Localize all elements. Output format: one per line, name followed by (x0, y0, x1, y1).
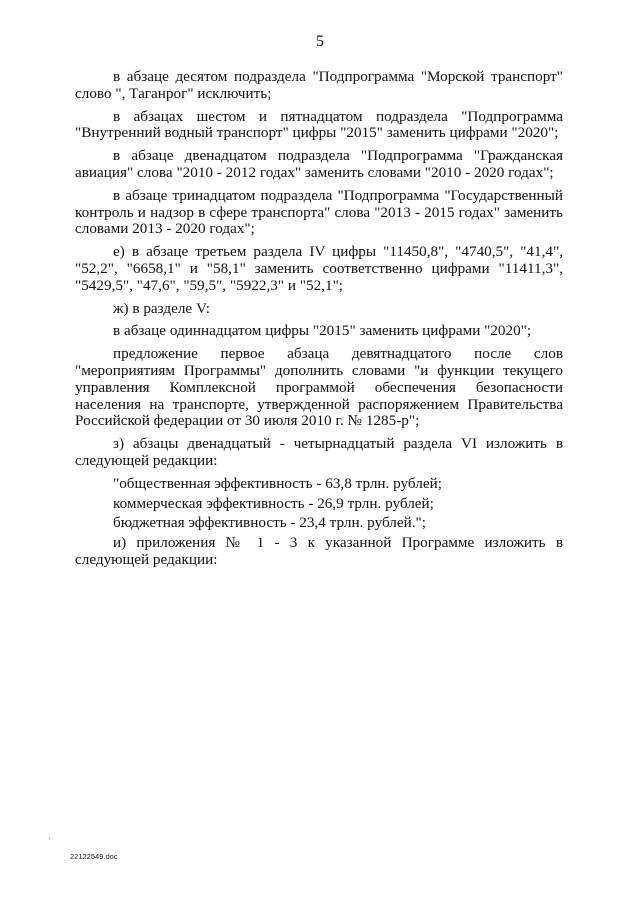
paragraph-item-i: и) приложения № 1 - 3 к указанной Программе изложить в следующей редакции: (75, 534, 563, 568)
paragraph-item-z: з) абзацы двенадцатый - четырнадцатый раздела VI изложить в следующей редакции: (75, 435, 563, 469)
paragraph-civil-aviation: в абзаце двенадцатом подраздела "Подпрограмма "Гражданская авиация" слова "2010 - 2012 годах" заменить словами "2010 - 2020 годах"; (75, 147, 563, 181)
document-body (75, 69, 563, 575)
paragraph-item-e: е) в абзаце третьем раздела IV цифры "11450,8", "4740,5", "41,4", "52,2", "6658,1" и "58,1" заменить соответственно цифрами "11411,3", "5429,5", "47,6", "59,5", "5922,3" и "52,1"; (75, 243, 563, 294)
paragraph-inland-water-transport: в абзацах шестом и пятнадцатом подраздела "Подпрограмма "Внутренний водный транспорт" цифры "2015" заменить цифрами "2020"; (75, 107, 563, 142)
paragraph-sea-transport: в абзаце десятом подраздела "Подпрограмма "Морской транспорт" слово ", Таганрог" исключить; (75, 68, 563, 102)
margin-mark (49, 838, 50, 839)
page-number: 5 (316, 33, 324, 50)
paragraph-state-control: в абзаце тринадцатом подраздела "Подпрограмма "Государственный контроль и надзор в сфере транспорта" слова "2013 - 2015 годах" заменить словами 2013 - 2020 годах"; (75, 186, 563, 238)
paragraph-eleventh-abzac: в абзаце одиннадцатом цифры "2015" заменить цифрами "2020"; (113, 322, 532, 340)
paragraph-public-efficiency: "общественная эффективность - 63,8 трлн. рублей; (113, 474, 442, 492)
paragraph-budget-efficiency: бюджетная эффективность - 23,4 трлн. рублей."; (113, 514, 426, 532)
paragraph-item-zh: ж) в разделе V: (113, 299, 211, 317)
paragraph-nineteenth-abzac: предложение первое абзаца девятнадцатого после слов "мероприятиям Программы" дополнить словами "и функции текущего управления Комплексной программой обеспечения безопасности населения на транспорте, утвержденной распоряжением Правительства Российской федерации от 30 июля 2010 г. № 1285-р"; (75, 345, 563, 430)
paragraph-commercial-efficiency: коммерческая эффективность - 26,9 трлн. рублей; (113, 494, 434, 512)
footer-filename: 22122549.doc (70, 852, 118, 861)
